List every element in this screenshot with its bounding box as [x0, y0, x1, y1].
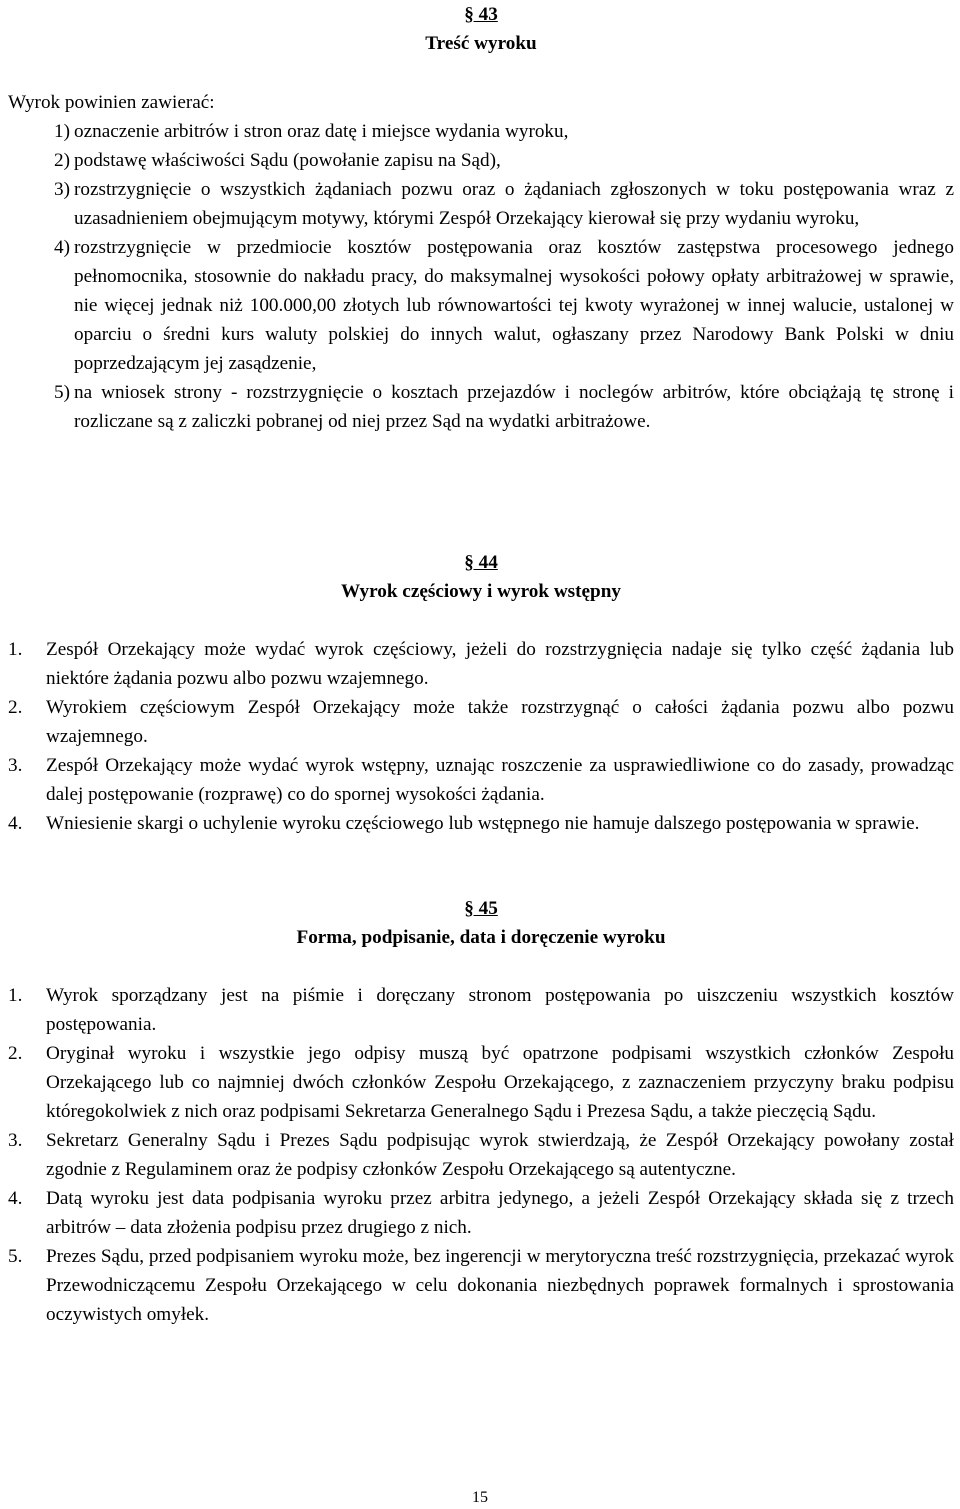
item-number: 4): [54, 237, 70, 258]
item-text: podstawę właściwości Sądu (powołanie zapisu na Sąd),: [74, 150, 501, 171]
item-number: 5): [54, 382, 70, 403]
item-text: Sekretarz Generalny Sądu i Prezes Sądu podpisując wyrok stwierdzają, że Zespół Orzekający powołany został zgodnie z Regulaminem oraz że podpisy członków Zespołu Orzekającego są autentyczne.: [46, 1130, 954, 1180]
item-text: Zespół Orzekający może wydać wyrok częściowy, jeżeli do rozstrzygnięcia nadaje się tylko część żądania lub niektóre żądania pozwu albo pozwu wzajemnego.: [46, 639, 954, 689]
item-text: rozstrzygnięcie o wszystkich żądaniach pozwu oraz o żądaniach zgłoszonych w toku postępowania wraz z uzasadnieniem obejmującym motywy, którymi Zespół Orzekający kierował się przy wydaniu wyroku,: [74, 179, 954, 229]
section-43: [8, 0, 954, 436]
item-number: 5.: [8, 1246, 23, 1267]
list-item: [8, 981, 954, 1039]
section-title: Forma, podpisanie, data i doręczenie wyroku: [296, 927, 666, 948]
list-item: [8, 1184, 954, 1242]
item-number: 3): [54, 179, 70, 200]
item-number: 4.: [8, 1188, 23, 1209]
item-number: 2.: [8, 1043, 23, 1064]
section-number: § 43: [464, 4, 498, 25]
list-item: [8, 809, 954, 838]
item-text: Wyrokiem częściowym Zespół Orzekający może także rozstrzygnąć o całości żądania pozwu albo pozwu wzajemnego.: [46, 697, 954, 747]
section-title: Treść wyroku: [425, 33, 537, 54]
list-item: [8, 1039, 954, 1126]
item-number: 3.: [8, 755, 23, 776]
section-lead: Wyrok powinien zawierać:: [8, 92, 215, 113]
list-item: [8, 693, 954, 751]
list-item: [8, 1242, 954, 1329]
list-item: [41, 146, 954, 175]
page-number: 15: [472, 1489, 488, 1506]
item-number: 4.: [8, 813, 23, 834]
item-number: 1.: [8, 985, 23, 1006]
item-text: na wniosek strony - rozstrzygnięcie o kosztach przejazdów i noclegów arbitrów, które obciążają tę stronę i rozliczane są z zaliczki pobranej od niej przez Sąd na wydatki arbitrażowe.: [74, 382, 954, 432]
item-number: 2.: [8, 697, 23, 718]
section-number: § 44: [464, 552, 498, 573]
item-number: 1.: [8, 639, 23, 660]
item-text: rozstrzygnięcie w przedmiocie kosztów postępowania oraz kosztów zastępstwa procesowego jednego pełnomocnika, stosownie do nakładu pracy, do maksymalnej wysokości połowy opłaty arbitrażowej w sprawie, nie więcej jednak niż 100.000,00 złotych lub równowartości tej kwoty wyrażonej w innej walucie, ustalonej w oparciu o średni kurs waluty polskiej do innych walut, ogłaszany przez Narodowy Bank Polski w dniu poprzedzającym jej zasądzenie,: [74, 237, 954, 374]
list-item: [41, 233, 954, 378]
item-text: Zespół Orzekający może wydać wyrok wstępny, uznając roszczenie za usprawiedliwione co do zasady, prowadząc dalej postępowanie (rozprawę) co do spornej wysokości żądania.: [46, 755, 954, 805]
section-number: § 45: [464, 898, 498, 919]
item-list: [41, 117, 954, 436]
item-text: Datą wyroku jest data podpisania wyroku przez arbitra jedynego, a jeżeli Zespół Orzekający składa się z trzech arbitrów – data złożenia podpisu przez drugiego z nich.: [46, 1188, 954, 1238]
section-44: [8, 548, 954, 838]
item-text: Prezes Sądu, przed podpisaniem wyroku może, bez ingerencji w merytoryczna treść rozstrzygnięcia, przekazać wyrok Przewodniczącemu Zespołu Orzekającego w celu dokonania niezbędnych poprawek formalnych i sprostowania oczywistych omyłek.: [46, 1246, 954, 1325]
item-text: Wyrok sporządzany jest na piśmie i doręczany stronom postępowania po uiszczeniu wszystkich kosztów postępowania.: [46, 985, 954, 1035]
list-item: [41, 117, 954, 146]
list-item: [8, 751, 954, 809]
list-item: [41, 378, 954, 436]
item-text: Wniesienie skargi o uchylenie wyroku częściowego lub wstępnego nie hamuje dalszego postępowania w sprawie.: [46, 813, 920, 834]
item-list: [8, 981, 954, 1329]
item-text: Oryginał wyroku i wszystkie jego odpisy muszą być opatrzone podpisami wszystkich członków Zespołu Orzekającego lub co najmniej dwóch członków Zespołu Orzekającego, z zaznaczeniem przyczyny braku podpisu któregokolwiek z nich oraz podpisami Sekretarza Generalnego Sądu i Prezesa Sądu, a także pieczęcią Sądu.: [46, 1043, 954, 1122]
section-title: Wyrok częściowy i wyrok wstępny: [341, 581, 621, 602]
list-item: [41, 175, 954, 233]
item-number: 1): [54, 121, 70, 142]
section-45: [8, 894, 954, 1329]
item-text: oznaczenie arbitrów i stron oraz datę i miejsce wydania wyroku,: [74, 121, 569, 142]
list-item: [8, 1126, 954, 1184]
item-list: [8, 635, 954, 838]
item-number: 2): [54, 150, 70, 171]
item-number: 3.: [8, 1130, 23, 1151]
list-item: [8, 635, 954, 693]
